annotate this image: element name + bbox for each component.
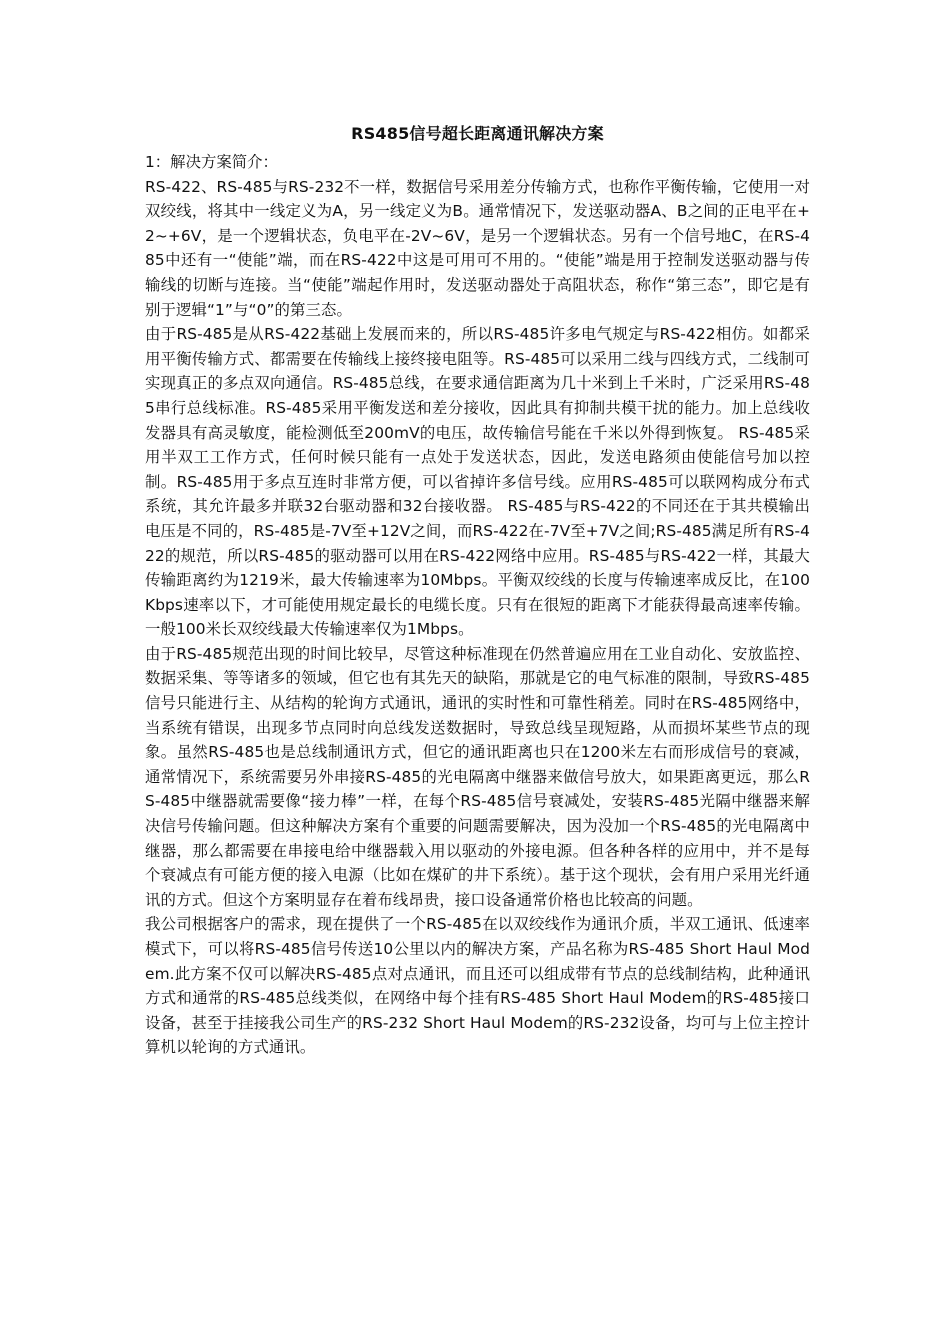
document-title: RS485信号超长距离通讯解决方案: [351, 124, 604, 143]
section-heading: 1：解决方案简介：: [145, 153, 278, 171]
paragraph-comparison: 由于RS-485是从RS-422基础上发展而来的，所以RS-485许多电气规定与RS-422相仿。如都采用平衡传输方式、都需要在传输线上接终接电阻等。RS-485可以采用二线与四线方式，二线制可实现真正的多点双向通信。RS-485总线，在要求通信距离为几十米到上千米时，广泛采用RS-485串行总线标准。RS-485采用平衡发送和差分接收，因此具有抑制共模干扰的能力。加上总线收发器具有高灵敏度，能检测低至200mV的电压，故传输信号能在千米以外得到恢复。 RS-485采用半双工工作方式，任何时候只能有一点处于发送状态，因此，发送电路须由使能信号加以控制。RS-485用于多点互连时非常方便，可以省掉许多信号线。应用RS-485可以联网构成分布式系统，其允许最多并联32台驱动器和32台接收器。 RS-485与RS-422的不同还在于其共模输出电压是不同的，RS-485是-7V至+12V之间，而RS-422在-7V至+7V之间;RS-485满足所有RS-422的规范，所以RS-485的驱动器可以用在RS-422网络中应用。RS-485与RS-422一样，其最大传输距离约为1219米，最大传输速率为10Mbps。平衡双绞线的长度与传输速率成反比，在100Kbps速率以下，才可能使用规定最长的电缆长度。只有在很短的距离下才能获得最高速率传输。一般100米长双绞线最大传输速率仅为1Mbps。: [145, 325, 810, 639]
document-page: [145, 122, 810, 1060]
paragraph-solution: 我公司根据客户的需求，现在提供了一个RS-485在以双绞线作为通讯介质，半双工通讯、低速率模式下，可以将RS-485信号传送10公里以内的解决方案，产品名称为RS-485 Short Haul Modem.此方案不仅可以解决RS-485点对点通讯，而且还可以组成带有节点的总线制结构，此种通讯方式和通常的RS-485总线类似，在网络中每个挂有RS-485 Short Haul Modem的RS-485接口设备，甚至于挂接我公司生产的RS-232 Short Haul Modem的RS-232设备，均可与上位主控计算机以轮询的方式通讯。: [145, 915, 810, 1057]
paragraph-limitations: 由于RS-485规范出现的时间比较早，尽管这种标准现在仍然普遍应用在工业自动化、安放监控、数据采集、等等诸多的领域，但它也有其先天的缺陷，那就是它的电气标准的限制，导致RS-485信号只能进行主、从结构的轮询方式通讯，通讯的实时性和可靠性稍差。同时在RS-485网络中，当系统有错误，出现多节点同时向总线发送数据时，导致总线呈现短路，从而损坏某些节点的现象。虽然RS-485也是总线制通讯方式，但它的通讯距离也只在1200米左右而形成信号的衰减，通常情况下，系统需要另外串接RS-485的光电隔离中继器来做信号放大，如果距离更远，那么RS-485中继器就需要像“接力棒”一样，在每个RS-485信号衰减处，安装RS-485光隔中继器来解决信号传输问题。但这种解决方案有个重要的问题需要解决，因为没加一个RS-485的光电隔离中继器，那么都需要在串接电给中继器载入用以驱动的外接电源。但各种各样的应用中，并不是每个衰减点有可能方便的接入电源（比如在煤矿的井下系统）。基于这个现状，会有用户采用光纤通讯的方式。但这个方案明显存在着布线昂贵，接口设备通常价格也比较高的问题。: [145, 644, 810, 909]
paragraph-intro: RS-422、RS-485与RS-232不一样，数据信号采用差分传输方式，也称作平衡传输，它使用一对双绞线，将其中一线定义为A，另一线定义为B。通常情况下，发送驱动器A、B之间的正电平在+2~+6V，是一个逻辑状态，负电平在-2V~6V，是另一个逻辑状态。另有一个信号地C，在RS-485中还有一“使能”端，而在RS-422中这是可用可不用的。“使能”端是用于控制发送驱动器与传输线的切断与连接。当“使能”端起作用时，发送驱动器处于高阻状态，称作“第三态”，即它是有别于逻辑“1”与“0”的第三态。: [145, 177, 810, 319]
